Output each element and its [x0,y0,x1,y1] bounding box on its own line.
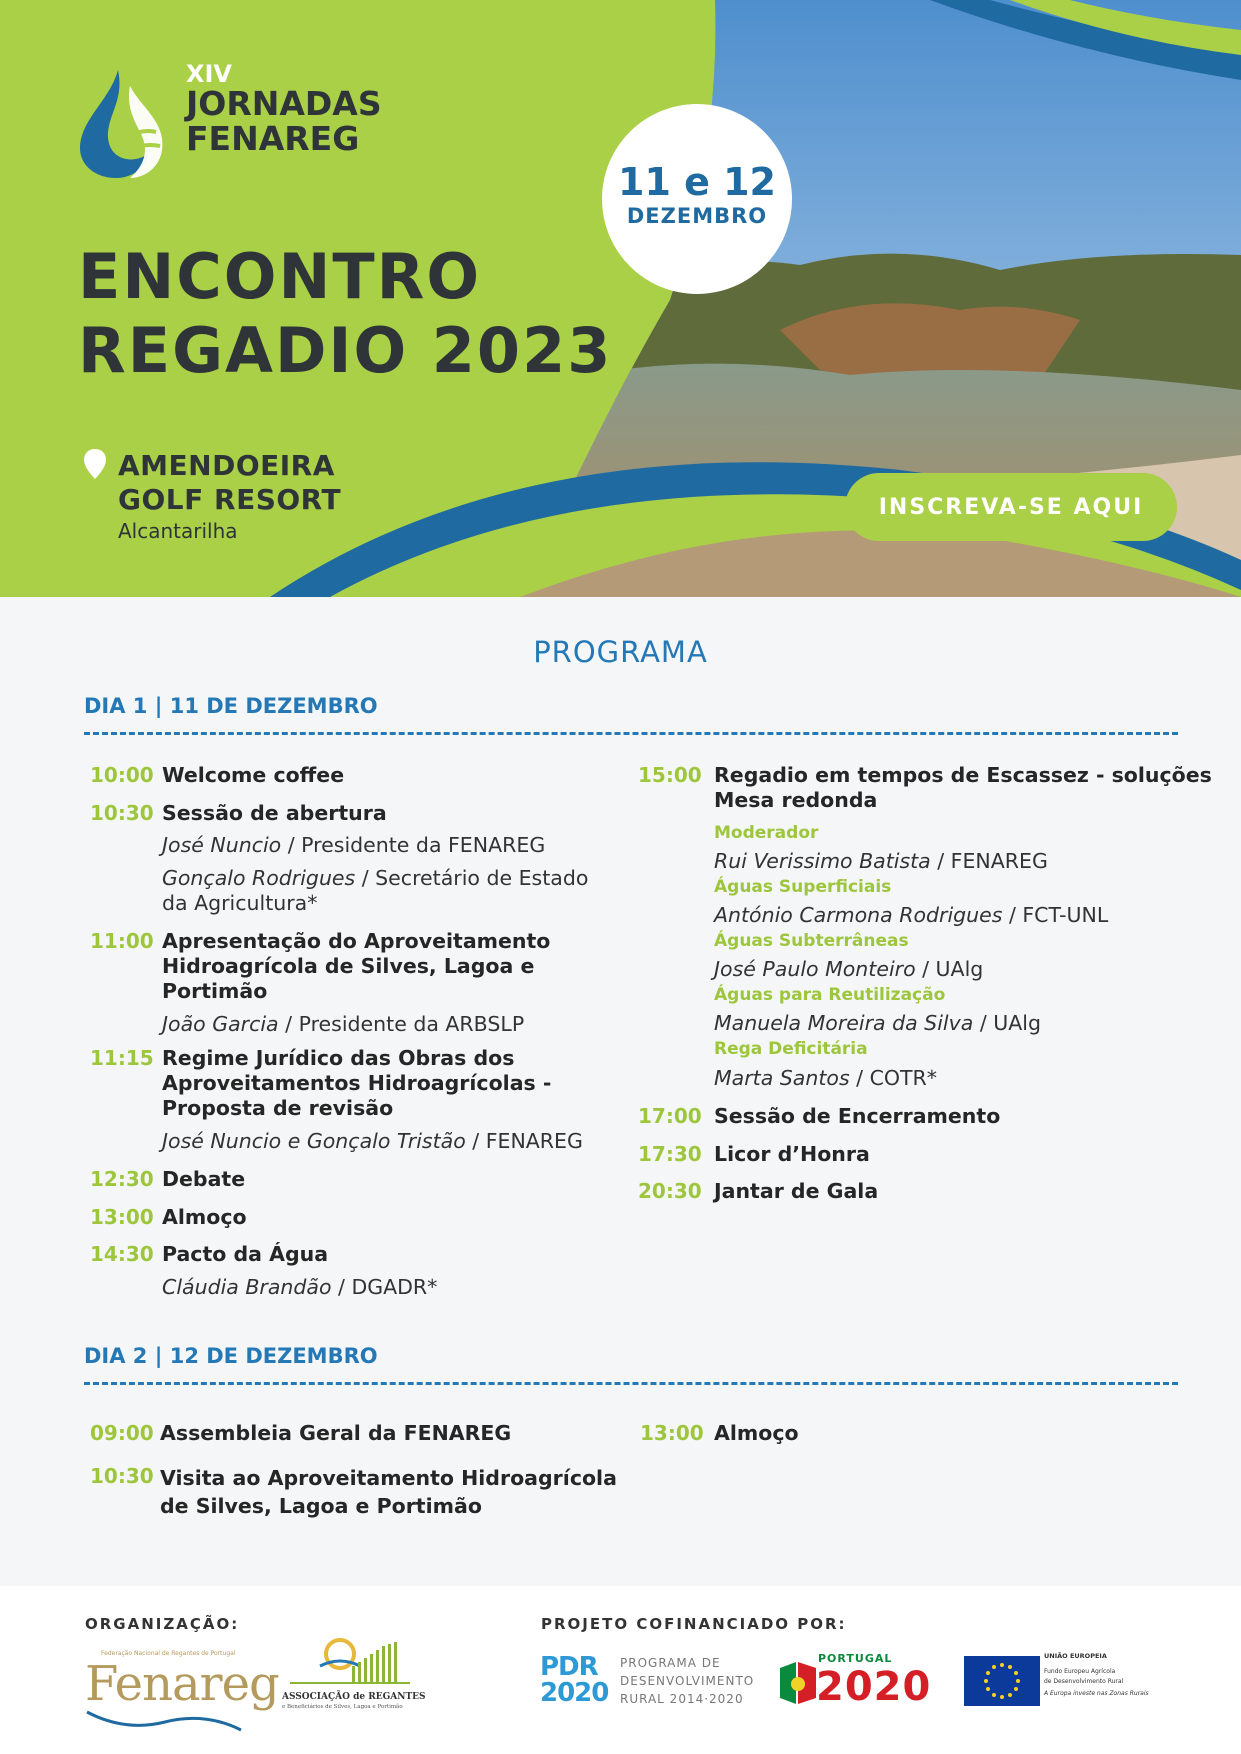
item-title-line: Aproveitamentos Hidroagrícolas - [162,1071,552,1095]
speaker-name: Gonçalo Rodrigues [162,866,356,890]
speaker-org: / UAlg [973,1011,1041,1035]
speaker-name: João Garcia [162,1012,279,1036]
speaker-org: / FCT-UNL [1002,903,1109,927]
item-title: Pacto da Água [162,1242,329,1266]
speaker [162,1275,437,1300]
item-time: 13:00 [640,1421,704,1445]
item-time: 10:00 [90,763,154,787]
speaker-org: / Secretário de Estado [355,866,589,890]
item-title: Assembleia Geral da FENAREG [160,1421,512,1445]
title-line-2: REGADIO 2023 [78,314,613,387]
panel-role: Moderador [714,823,819,843]
speaker [714,1066,937,1091]
portugal-flag-icon [780,1660,816,1706]
item-title [714,763,1212,813]
program-title: PROGRAMA [533,635,708,669]
pdr-line-1: PROGRAMA DE [620,1656,721,1670]
eu-flag-icon [964,1656,1040,1706]
item-title [162,929,550,1004]
item-title: Jantar de Gala [714,1179,879,1203]
item-time: 11:15 [90,1046,154,1070]
footer [0,1586,1241,1754]
date-days: 11 e 12 [618,160,776,204]
venue-line-2: GOLF RESORT [118,483,342,516]
item-time: 17:30 [638,1142,702,1166]
cofinanced-label: PROJETO COFINANCIADO POR: [541,1615,847,1633]
eu-line-1: UNIÃO EUROPEIA [1044,1652,1107,1660]
fenareg-logo [85,1646,279,1738]
venue-city: Alcantarilha [118,519,238,543]
eu-line-4: A Europa investe nas Zonas Rurais [1044,1690,1149,1697]
speaker-name: José Nuncio e Gonçalo Tristão [162,1129,466,1153]
item-title: Almoço [714,1421,799,1445]
pdr-line-3: RURAL 2014·2020 [620,1692,744,1706]
portugal-2020-label: 2020 [816,1664,932,1710]
item-title: Almoço [162,1205,247,1229]
item-time: 14:30 [90,1242,154,1266]
speaker-name: José Nuncio [162,833,282,857]
speaker [714,957,983,982]
portugal2020-logo [778,1652,938,1712]
panel-role: Rega Deficitária [714,1039,868,1059]
item-title: Debate [162,1167,246,1191]
speaker-org: / COTR* [849,1066,938,1090]
fenareg-wave-icon [85,1706,245,1736]
speaker-org: / FENAREG [930,849,1048,873]
item-title: Licor d’Honra [714,1142,870,1166]
speaker [162,833,545,858]
speaker-org: / FENAREG [465,1129,583,1153]
location-pin-icon [84,449,106,479]
speaker-name: José Paulo Monteiro [714,957,916,981]
arbslp-subtitle: e Beneficiários de Silves, Lagoa e Portimão [282,1704,403,1710]
brand-line-1: JORNADAS [186,84,382,124]
event-title [78,240,612,388]
panel-role: Águas Superficiais [714,877,892,897]
register-button[interactable]: INSCREVA-SE AQUI [845,473,1177,541]
item-title-line: Regadio em tempos de Escassez - soluções [714,763,1212,787]
fenareg-tagline: Federação Nacional de Regantes de Portugal [101,1650,236,1657]
item-title-line: Proposta de revisão [162,1096,394,1120]
arbslp-logo [280,1636,426,1736]
item-title-line: Mesa redonda [714,788,878,812]
item-time: 11:00 [90,929,154,953]
speaker-name: Marta Santos [714,1066,850,1090]
item-time: 17:00 [638,1104,702,1128]
speaker-name: Cláudia Brandão [162,1275,332,1299]
portugal-label: PORTUGAL [818,1652,893,1665]
brand-line-2: FENAREG [186,118,360,158]
pdr-line-2: DESENVOLVIMENTO [620,1674,755,1688]
item-title-line: Apresentação do Aproveitamento [162,929,551,953]
day1-divider [84,732,1178,735]
pdr2020-logo [540,1652,760,1712]
eu-line-2: Fundo Europeu Agrícola [1044,1668,1116,1675]
panel-role: Águas Subterrâneas [714,931,909,951]
eu-logo [964,1652,1164,1722]
item-time: 12:30 [90,1167,154,1191]
panel-role: Águas para Reutilização [714,985,946,1005]
speaker-org: / Presidente da ARBSLP [278,1012,525,1036]
edition-label: XIV [186,60,233,88]
speaker-org: / DGADR* [331,1275,438,1299]
item-title-line: Portimão [162,979,268,1003]
speaker-org: / Presidente da FENAREG [281,833,546,857]
item-time: 13:00 [90,1205,154,1229]
item-title: Sessão de abertura [162,801,387,825]
speaker [162,1012,524,1037]
fenareg-wordmark: Fenareg [85,1656,279,1712]
speaker [162,866,588,891]
speaker [162,1129,583,1154]
venue-line-1: AMENDOEIRA [118,449,335,482]
speaker-name: António Carmona Rodrigues [714,903,1003,927]
speaker-name: Manuela Moreira da Silva [714,1011,974,1035]
speaker [714,1011,1041,1036]
pdr-wordmark: PDR 2020 [540,1652,609,1708]
item-time: 10:30 [90,1464,154,1488]
date-month: DEZEMBRO [626,204,768,228]
arbslp-name: ASSOCIAÇÃO de REGANTES [282,1692,426,1702]
day2-divider [84,1382,1178,1385]
item-time: 09:00 [90,1421,154,1445]
item-title [160,1464,617,1520]
item-title-line: Regime Jurídico das Obras dos [162,1046,515,1070]
organization-label: ORGANIZAÇÃO: [85,1615,240,1633]
item-title: Sessão de Encerramento [714,1104,1001,1128]
item-time: 20:30 [638,1179,702,1203]
day1-heading: DIA 1 | 11 DE DEZEMBRO [84,694,378,718]
item-title-line: de Silves, Lagoa e Portimão [160,1494,482,1518]
speaker-org: / UAlg [915,957,984,981]
title-line-1: ENCONTRO [78,240,482,313]
water-drop-icon [80,70,166,180]
item-title-line: Hidroagrícola de Silves, Lagoa e [162,954,535,978]
item-title [162,1046,551,1121]
eu-line-3: de Desenvolvimento Rural [1044,1678,1124,1685]
speaker [714,849,1048,874]
item-title: Welcome coffee [162,763,345,787]
item-time: 10:30 [90,801,154,825]
speaker-name: Rui Verissimo Batista [714,849,931,873]
day2-heading: DIA 2 | 12 DE DEZEMBRO [84,1344,378,1368]
speaker [714,903,1108,928]
hero-banner [0,0,1241,597]
arbslp-emblem-icon [290,1636,410,1686]
item-title-line: Visita ao Aproveitamento Hidroagrícola [160,1466,617,1490]
speaker-org-cont: da Agricultura* [162,891,318,915]
item-time: 15:00 [638,763,702,787]
date-badge [602,104,792,294]
brand-text [186,62,382,156]
